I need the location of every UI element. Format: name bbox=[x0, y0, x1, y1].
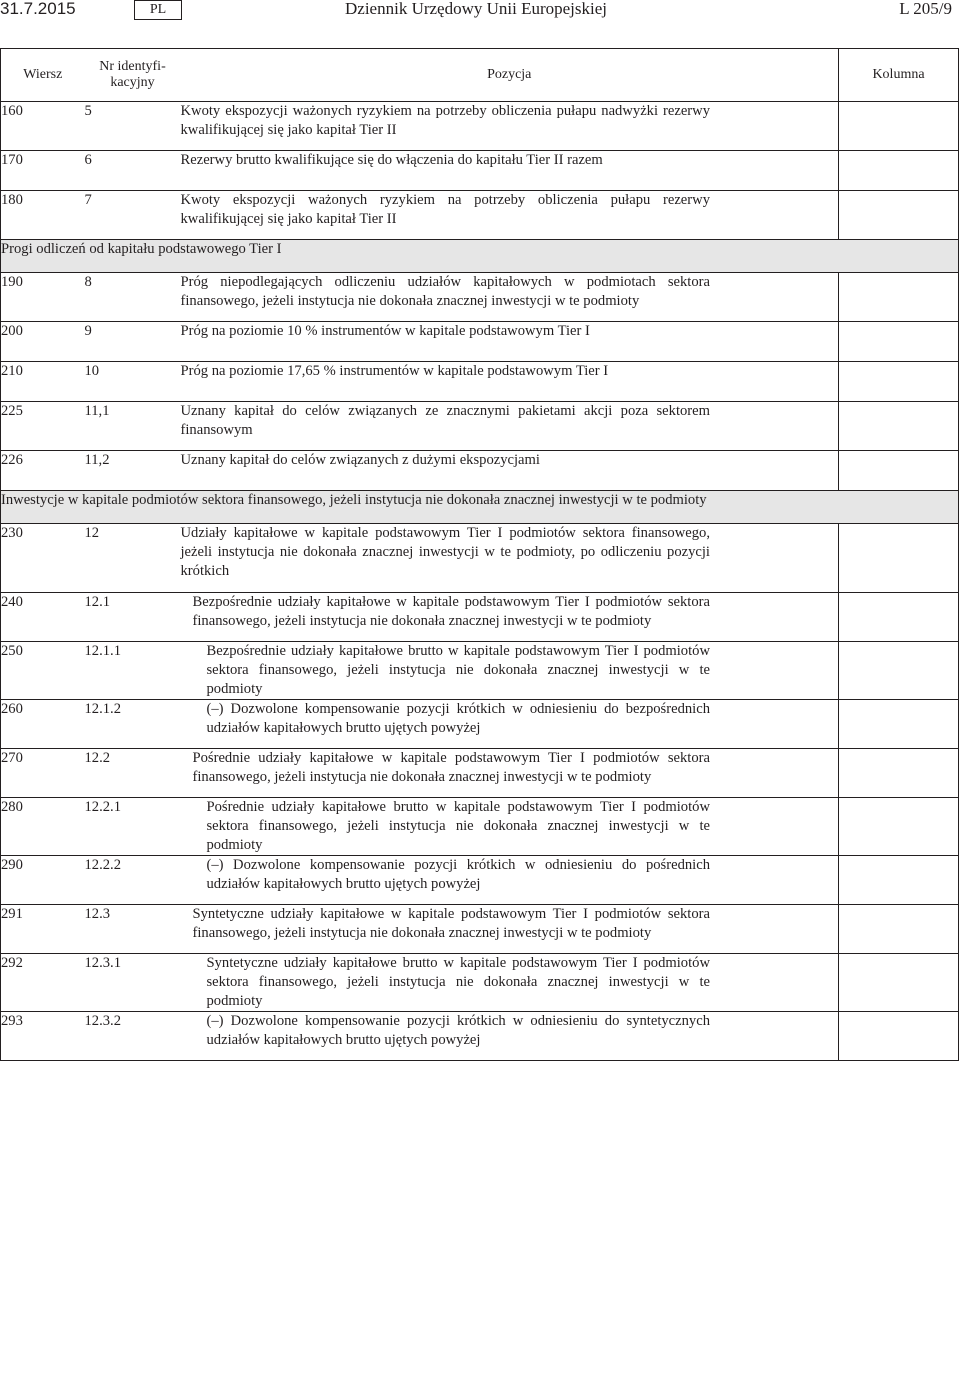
table-row bbox=[1, 593, 959, 642]
position-description: Próg niepodlegających odliczeniu udziałów kapitałowych w podmiotach sektora finansowego, jeżeli instytucja nie dokonała znacznej inwestycji w te podmioty bbox=[180, 274, 710, 309]
position-description: Bezpośrednie udziały kapitałowe brutto w kapitale podstawowym Tier I podmiotów sektora finansowego, jeżeli instytucja nie dokonała znacznej inwestycji w te podmioty bbox=[206, 643, 710, 697]
row-position bbox=[181, 593, 839, 642]
row-position bbox=[181, 905, 839, 954]
row-column-value bbox=[839, 954, 959, 1012]
header-position-column: Pozycja bbox=[181, 49, 839, 102]
row-identifier: 12.3.1 bbox=[85, 954, 181, 1012]
row-identifier: 12.2.1 bbox=[85, 798, 181, 856]
reporting-table bbox=[0, 48, 959, 1061]
row-column-value bbox=[839, 700, 959, 749]
row-number: 291 bbox=[1, 905, 85, 954]
row-position bbox=[181, 402, 839, 451]
row-position bbox=[181, 798, 839, 856]
table-row bbox=[1, 322, 959, 362]
row-number: 170 bbox=[1, 151, 85, 191]
row-column-value bbox=[839, 593, 959, 642]
table-row bbox=[1, 749, 959, 798]
position-description: Uznany kapitał do celów związanych ze znacznymi pakietami akcji poza sektorem finansowym bbox=[180, 403, 710, 438]
row-number: 190 bbox=[1, 273, 85, 322]
row-number: 200 bbox=[1, 322, 85, 362]
row-position bbox=[181, 700, 839, 749]
row-column-value bbox=[839, 151, 959, 191]
table-row bbox=[1, 954, 959, 1012]
row-identifier: 8 bbox=[85, 273, 181, 322]
row-identifier: 5 bbox=[85, 102, 181, 151]
position-description: Kwoty ekspozycji ważonych ryzykiem na potrzeby obliczenia pułapu nadwyżki rezerwy kwalifikującej się jako kapitał Tier II bbox=[180, 103, 710, 138]
row-position bbox=[181, 273, 839, 322]
row-position bbox=[181, 1012, 839, 1061]
row-identifier: 12.1 bbox=[85, 593, 181, 642]
position-description: Rezerwy brutto kwalifikujące się do włączenia do kapitału Tier II razem bbox=[180, 152, 603, 168]
position-description: Próg na poziomie 10 % instrumentów w kapitale podstawowym Tier I bbox=[180, 323, 590, 339]
row-position bbox=[181, 856, 839, 905]
header-row-column: Wiersz bbox=[1, 49, 85, 102]
row-column-value bbox=[839, 642, 959, 700]
row-column-value bbox=[839, 402, 959, 451]
row-column-value bbox=[839, 798, 959, 856]
position-description: Kwoty ekspozycji ważonych ryzykiem na potrzeby obliczenia pułapu rezerwy kwalifikującej się jako kapitał Tier II bbox=[180, 192, 710, 227]
row-column-value bbox=[839, 362, 959, 402]
row-identifier: 12.1.2 bbox=[85, 700, 181, 749]
row-number: 260 bbox=[1, 700, 85, 749]
publication-date: 31.7.2015 bbox=[0, 0, 76, 18]
row-column-value bbox=[839, 191, 959, 240]
table-row bbox=[1, 151, 959, 191]
position-description: Uznany kapitał do celów związanych z dużymi ekspozycjami bbox=[180, 452, 540, 468]
row-number: 240 bbox=[1, 593, 85, 642]
row-number: 210 bbox=[1, 362, 85, 402]
row-number: 293 bbox=[1, 1012, 85, 1061]
table-row bbox=[1, 191, 959, 240]
table-row bbox=[1, 905, 959, 954]
row-number: 290 bbox=[1, 856, 85, 905]
table-row bbox=[1, 642, 959, 700]
row-position bbox=[181, 191, 839, 240]
table-row bbox=[1, 402, 959, 451]
position-description: (–) Dozwolone kompensowanie pozycji krótkich w odniesieniu do bezpośrednich udziałów kapitałowych brutto ujętych powyżej bbox=[206, 701, 710, 736]
row-identifier: 12.2 bbox=[85, 749, 181, 798]
row-position bbox=[181, 749, 839, 798]
row-number: 292 bbox=[1, 954, 85, 1012]
row-identifier: 11,2 bbox=[85, 451, 181, 491]
row-number: 180 bbox=[1, 191, 85, 240]
table-row bbox=[1, 700, 959, 749]
row-column-value bbox=[839, 451, 959, 491]
position-description: (–) Dozwolone kompensowanie pozycji krótkich w odniesieniu do pośrednich udziałów kapitałowych brutto ujętych powyżej bbox=[206, 857, 710, 892]
table-body bbox=[1, 102, 959, 1061]
table-row bbox=[1, 362, 959, 402]
row-number: 270 bbox=[1, 749, 85, 798]
row-column-value bbox=[839, 856, 959, 905]
position-description: Próg na poziomie 17,65 % instrumentów w kapitale podstawowym Tier I bbox=[180, 363, 609, 379]
table-row bbox=[1, 451, 959, 491]
table-row bbox=[1, 798, 959, 856]
position-description: (–) Dozwolone kompensowanie pozycji krótkich w odniesieniu do syntetycznych udziałów kapitałowych brutto ujętych powyżej bbox=[206, 1013, 710, 1048]
row-identifier: 12.3.2 bbox=[85, 1012, 181, 1061]
page-number: L 205/9 bbox=[899, 0, 952, 18]
row-identifier: 12.3 bbox=[85, 905, 181, 954]
section-heading: Inwestycje w kapitale podmiotów sektora finansowego, jeżeli instytucja nie dokonała znacznej inwestycji w te podmioty bbox=[1, 491, 959, 524]
row-column-value bbox=[839, 102, 959, 151]
position-description: Pośrednie udziały kapitałowe brutto w kapitale podstawowym Tier I podmiotów sektora finansowego, jeżeli instytucja nie dokonała znacznej inwestycji w te podmioty bbox=[206, 799, 710, 853]
position-description: Syntetyczne udziały kapitałowe brutto w kapitale podstawowym Tier I podmiotów sektora finansowego, jeżeli instytucja nie dokonała znacznej inwestycji w te podmioty bbox=[206, 955, 710, 1009]
table-row bbox=[1, 102, 959, 151]
position-description: Syntetyczne udziały kapitałowe w kapitale podstawowym Tier I podmiotów sektora finansowego, jeżeli instytucja nie dokonała znacznej inwestycji w te podmioty bbox=[192, 906, 710, 941]
row-position bbox=[181, 524, 839, 593]
row-identifier: 12.1.1 bbox=[85, 642, 181, 700]
row-identifier: 6 bbox=[85, 151, 181, 191]
row-identifier: 9 bbox=[85, 322, 181, 362]
section-heading: Progi odliczeń od kapitału podstawowego Tier I bbox=[1, 240, 959, 273]
row-number: 225 bbox=[1, 402, 85, 451]
row-position bbox=[181, 954, 839, 1012]
table-header-row bbox=[1, 49, 959, 102]
row-column-value bbox=[839, 1012, 959, 1061]
section-row bbox=[1, 240, 959, 273]
page-header bbox=[0, 0, 960, 24]
row-column-value bbox=[839, 322, 959, 362]
position-description: Pośrednie udziały kapitałowe w kapitale podstawowym Tier I podmiotów sektora finansowego, jeżeli instytucja nie dokonała znacznej inwestycji w te podmioty bbox=[192, 750, 710, 785]
row-column-value bbox=[839, 749, 959, 798]
row-number: 280 bbox=[1, 798, 85, 856]
row-position bbox=[181, 322, 839, 362]
language-badge: PL bbox=[134, 0, 182, 20]
table-row bbox=[1, 524, 959, 593]
table-row bbox=[1, 856, 959, 905]
header-column-column: Kolumna bbox=[839, 49, 959, 102]
section-row bbox=[1, 491, 959, 524]
position-description: Udziały kapitałowe w kapitale podstawowym Tier I podmiotów sektora finansowego, jeżeli instytucja nie dokonała znacznej inwestycji w te podmioty, po odliczeniu pozycji krótkich bbox=[180, 525, 710, 579]
row-position bbox=[181, 451, 839, 491]
row-position bbox=[181, 102, 839, 151]
row-identifier: 12.2.2 bbox=[85, 856, 181, 905]
row-column-value bbox=[839, 524, 959, 593]
row-number: 230 bbox=[1, 524, 85, 593]
header-id-column: Nr identyfi- kacyjny bbox=[85, 49, 181, 102]
row-identifier: 7 bbox=[85, 191, 181, 240]
row-identifier: 11,1 bbox=[85, 402, 181, 451]
row-position bbox=[181, 362, 839, 402]
row-number: 160 bbox=[1, 102, 85, 151]
position-description: Bezpośrednie udziały kapitałowe w kapitale podstawowym Tier I podmiotów sektora finansowego, jeżeli instytucja nie dokonała znacznej inwestycji w te podmioty bbox=[192, 594, 710, 629]
table-row bbox=[1, 1012, 959, 1061]
row-number: 250 bbox=[1, 642, 85, 700]
row-identifier: 12 bbox=[85, 524, 181, 593]
table-row bbox=[1, 273, 959, 322]
journal-title: Dziennik Urzędowy Unii Europejskiej bbox=[345, 0, 608, 18]
row-position bbox=[181, 151, 839, 191]
row-column-value bbox=[839, 905, 959, 954]
row-position bbox=[181, 642, 839, 700]
row-column-value bbox=[839, 273, 959, 322]
row-identifier: 10 bbox=[85, 362, 181, 402]
row-number: 226 bbox=[1, 451, 85, 491]
